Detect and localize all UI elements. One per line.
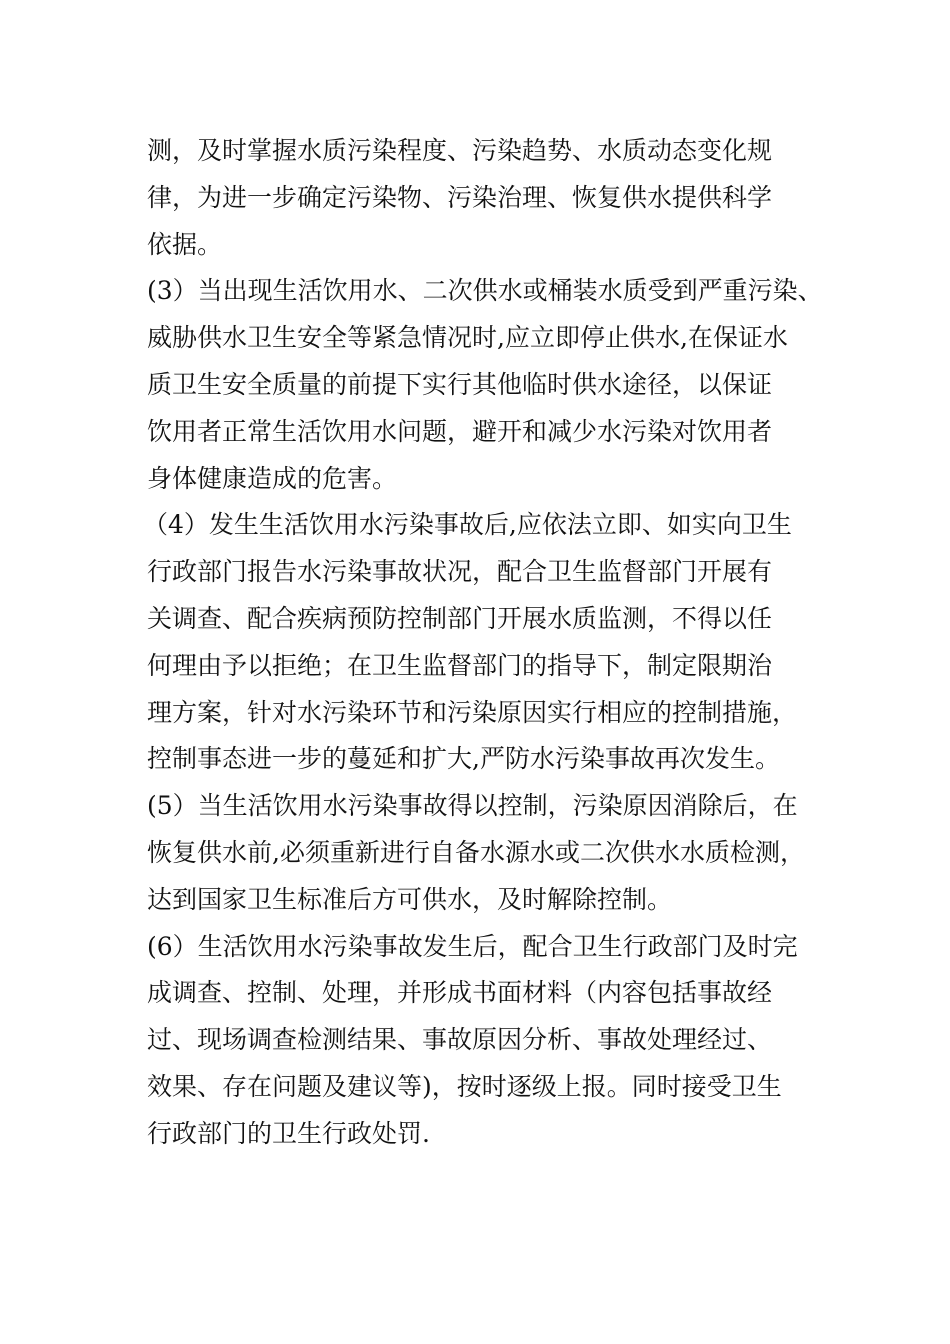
- text-line: 测，及时掌握水质污染程度、污染趋势、水质动态变化规: [147, 136, 773, 165]
- document-body: [143, 128, 847, 1158]
- text-line: 身体健康造成的危害。: [147, 463, 398, 493]
- text-line: 律，为进一步确定污染物、污染治理、恢复供水提供科学: [147, 182, 773, 212]
- text-line: 质卫生安全质量的前提下实行其他临时供水途径，以保证: [147, 369, 773, 399]
- text-line: 行政部门的卫生行政处罚.: [147, 1118, 430, 1148]
- paragraph-5-start: (5）当生活饮用水污染事故得以控制，污染原因消除后，在: [147, 791, 798, 821]
- text-line: 达到国家卫生标准后方可供水，及时解除控制。: [147, 884, 673, 914]
- text-line: 行政部门报告水污染事故状况，配合卫生监督部门开展有: [147, 557, 773, 587]
- text-line: 成调查、控制、处理，并形成书面材料（内容包括事故经: [147, 978, 773, 1008]
- text-line: 恢复供水前,必须重新进行自备水源水或二次供水水质检测，: [147, 837, 805, 867]
- text-line: 何理由予以拒绝；在卫生监督部门的指导下，制定限期治: [147, 650, 773, 680]
- text-line: 理方案，针对水污染环节和污染原因实行相应的控制措施，: [147, 697, 798, 727]
- text-line: 威胁供水卫生安全等紧急情况时,应立即停止供水,在保证水: [147, 323, 788, 353]
- text-line: 效果、存在问题及建议等)，按时逐级上报。同时接受卫生: [147, 1071, 782, 1101]
- paragraph-3-start: (3）当出现生活饮用水、二次供水或桶装水质受到严重污染、: [147, 276, 823, 306]
- paragraph-4-start: （4）发生生活饮用水污染事故后,应依法立即、如实向卫生: [143, 510, 792, 540]
- text-line: 依据。: [147, 229, 223, 259]
- text-line: 控制事态进一步的蔓延和扩大,严防水污染事故再次发生。: [147, 744, 780, 774]
- text-line: 过、现场调查检测结果、事故原因分析、事故处理经过、: [147, 1025, 773, 1055]
- paragraph-6-start: (6）生活饮用水污染事故发生后，配合卫生行政部门及时完: [147, 931, 798, 961]
- text-line: 关调查、配合疾病预防控制部门开展水质监测，不得以任: [147, 603, 773, 633]
- text-line: 饮用者正常生活饮用水问题，避开和减少水污染对饮用者: [147, 416, 773, 446]
